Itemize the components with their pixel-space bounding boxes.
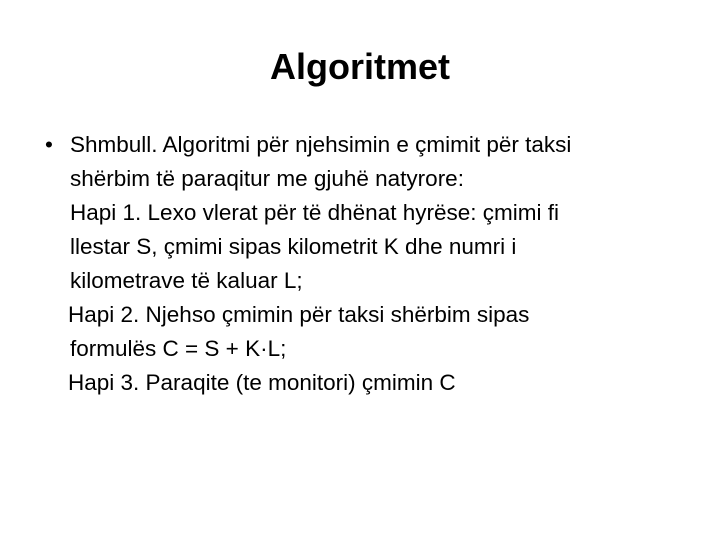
step-1-line-1: Hapi 1. Lexo vlerat për të dhënat hyrëse: çmimi fi [70, 200, 559, 225]
slide-title: Algoritmet [270, 46, 450, 87]
step-1-line-3: kilometrave të kaluar L; [70, 268, 303, 293]
step-2-line-2: formulës C = S + K·L; [70, 336, 287, 361]
step-3-line-1: Hapi 3. Paraqite (te monitori) çmimin C [68, 370, 456, 395]
slide-body [45, 128, 685, 400]
step-1-line-2: llestar S, çmimi sipas kilometrit K dhe numri i [70, 234, 517, 259]
step-2-line-1: Hapi 2. Njehso çmimin për taksi shërbim sipas [68, 302, 530, 327]
bullet-text: Shmbull. Algoritmi për njehsimin e çmimit për taksi [70, 132, 572, 157]
bullet-continuation-line: shërbim të paraqitur me gjuhë natyrore: [70, 166, 464, 191]
bullet-icon: • [45, 132, 53, 157]
bullet-line-1 [45, 128, 685, 162]
